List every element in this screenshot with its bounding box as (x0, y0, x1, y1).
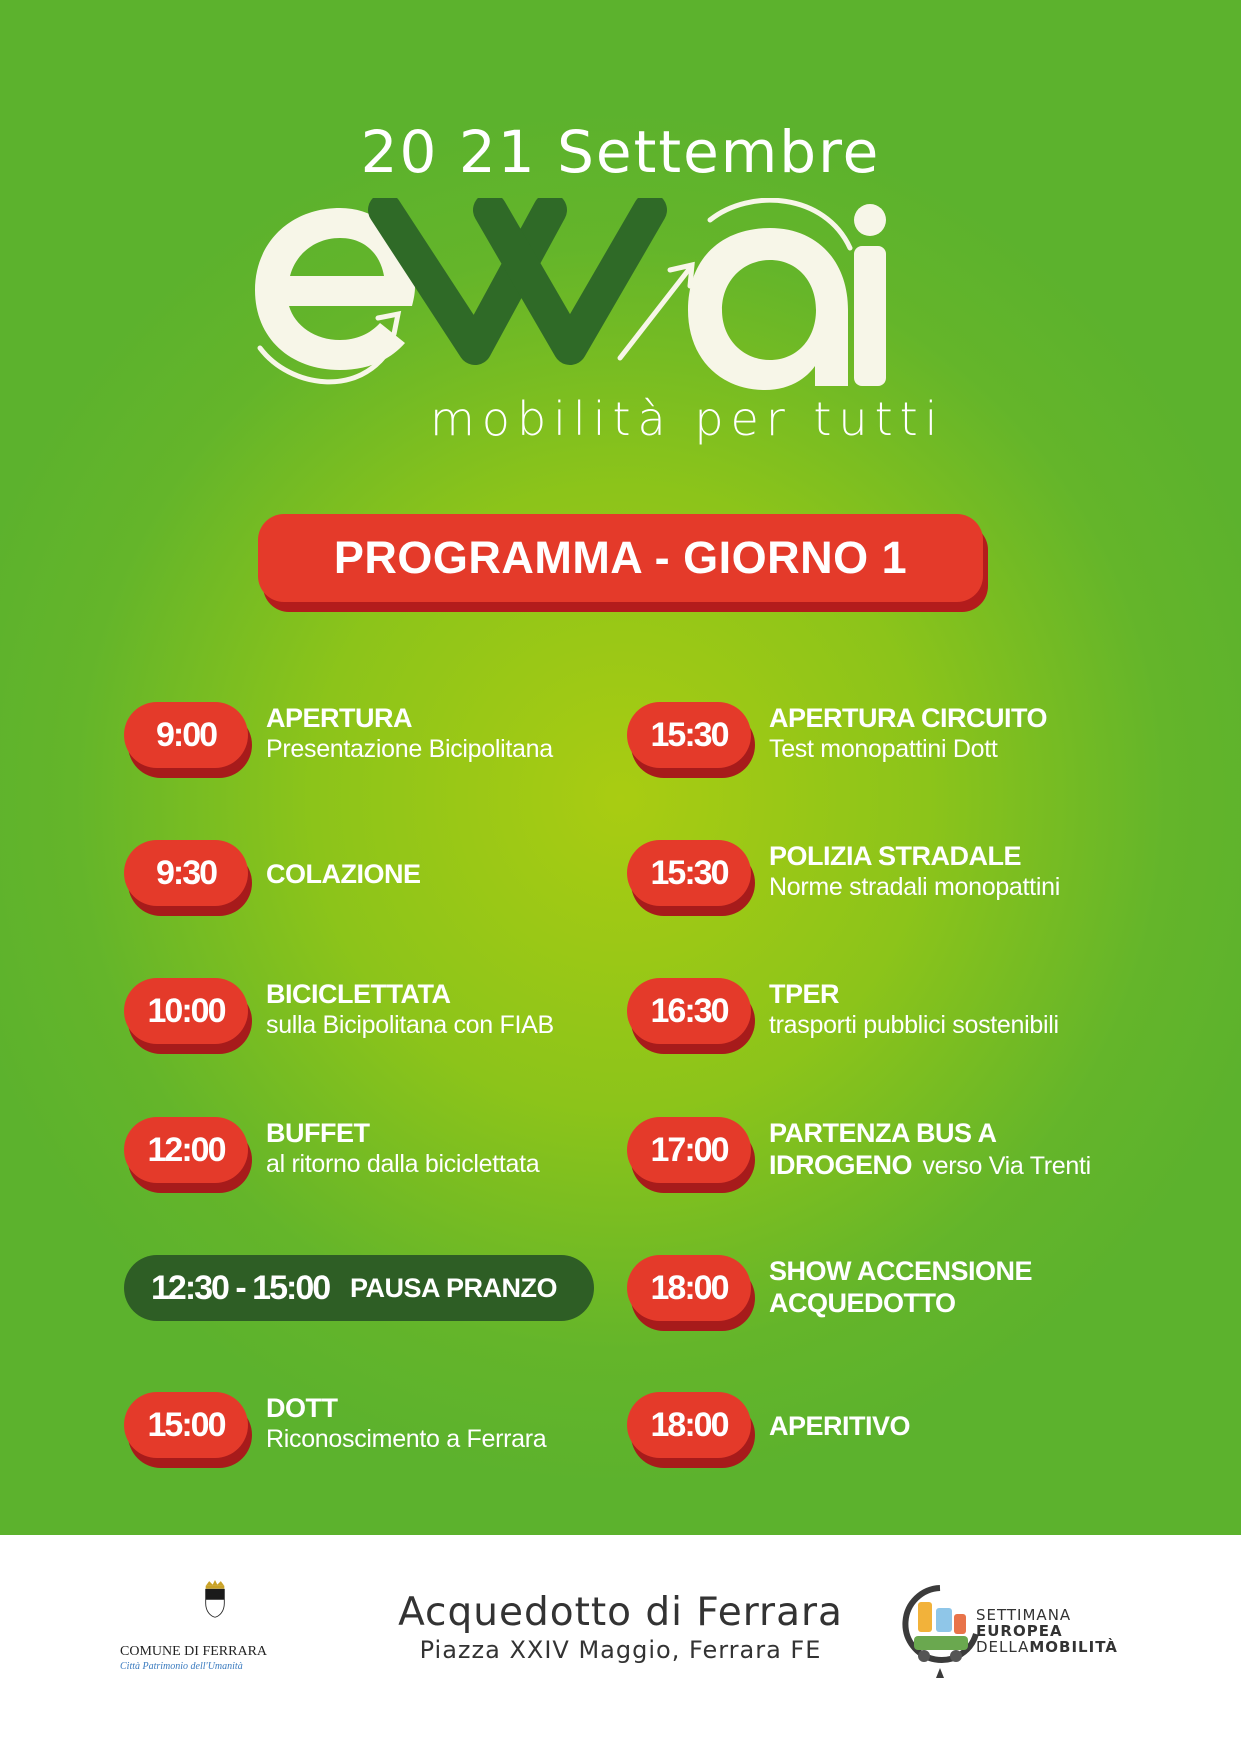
logo-letters-vv (385, 210, 650, 348)
sem-line-3a: DELLA (976, 1638, 1030, 1656)
item-text (769, 840, 1129, 902)
time-pill: 15:30 (627, 840, 751, 906)
item-text (769, 1117, 1241, 1181)
item-title: DOTT (266, 1393, 338, 1423)
comune-name: COMUNE DI FERRARA (120, 1644, 268, 1659)
logo-letter-i-dot (854, 204, 886, 236)
item-title: APERITIVO (769, 1411, 911, 1441)
item-title: BICICLETTATA (266, 979, 451, 1009)
time-pill: 12:00 (124, 1117, 248, 1183)
sem-line-3b: MOBILITÀ (1029, 1638, 1118, 1656)
item-title-2: IDROGENO (769, 1150, 913, 1180)
venue-name: Acquedotto di Ferrara (398, 1590, 843, 1635)
item-subtitle: Presentazione Bicipolitana (266, 735, 553, 763)
item-text (769, 1255, 1129, 1319)
sem-line-3 (976, 1639, 1118, 1655)
item-title: COLAZIONE (266, 859, 421, 889)
time-pill: 18:00 (627, 1392, 751, 1458)
item-title: POLIZIA STRADALE (769, 841, 1021, 871)
item-text (769, 1410, 1129, 1442)
item-title: PARTENZA BUS A (769, 1118, 997, 1148)
time-pill: 16:30 (627, 978, 751, 1044)
time-pill: 9:00 (124, 702, 248, 768)
comune-subtitle: Città Patrimonio dell'Umanità (120, 1661, 243, 1672)
lunch-label: PAUSA PRANZO (350, 1273, 558, 1303)
sem-text (976, 1607, 1118, 1655)
item-subtitle: verso Via Trenti (922, 1152, 1091, 1180)
item-title-2: ACQUEDOTTO (769, 1288, 956, 1318)
item-text (769, 978, 1129, 1040)
item-title: SHOW ACCENSIONE (769, 1256, 1033, 1286)
item-text (266, 858, 626, 890)
item-text (266, 978, 626, 1040)
item-subtitle: sulla Bicipolitana con FIAB (266, 1011, 554, 1039)
item-title: APERTURA CIRCUITO (769, 703, 1048, 733)
time-pill: 9:30 (124, 840, 248, 906)
item-subtitle: Riconoscimento a Ferrara (266, 1425, 547, 1453)
item-title-line2 (769, 1149, 1241, 1181)
time-pill: 15:30 (627, 702, 751, 768)
item-text (266, 1392, 626, 1454)
program-banner: PROGRAMMA - GIORNO 1 (258, 514, 983, 602)
item-title: APERTURA (266, 703, 413, 733)
lunch-break-pill (124, 1255, 594, 1321)
venue-address: Piazza XXIV Maggio, Ferrara FE (419, 1636, 822, 1664)
settimana-europea-mobilita-icon (890, 1582, 990, 1682)
logo-arrow-v (620, 268, 690, 358)
time-pill: 15:00 (124, 1392, 248, 1458)
logo-letter-a (688, 228, 848, 390)
item-text (769, 702, 1129, 764)
item-title: TPER (769, 979, 840, 1009)
lunch-time: 12:30 - 15:00 (151, 1269, 330, 1307)
logo-letter-i-stem (854, 246, 886, 386)
event-dates: 20 21 Settembre (360, 118, 881, 186)
sem-line-1: SETTIMANA (976, 1606, 1072, 1624)
item-subtitle: trasporti pubblici sostenibili (769, 1011, 1059, 1039)
item-text (266, 1117, 626, 1179)
item-subtitle: Test monopattini Dott (769, 735, 998, 763)
sem-line-2: EUROPEA (976, 1622, 1063, 1640)
item-subtitle: al ritorno dalla biciclettata (266, 1150, 540, 1178)
time-pill: 17:00 (627, 1117, 751, 1183)
tagline: mobilità per tutti (430, 392, 945, 446)
item-text (266, 702, 626, 764)
item-subtitle: Norme stradali monopattini (769, 873, 1060, 901)
time-pill: 18:00 (627, 1255, 751, 1321)
item-title: BUFFET (266, 1118, 370, 1148)
time-pill: 10:00 (124, 978, 248, 1044)
